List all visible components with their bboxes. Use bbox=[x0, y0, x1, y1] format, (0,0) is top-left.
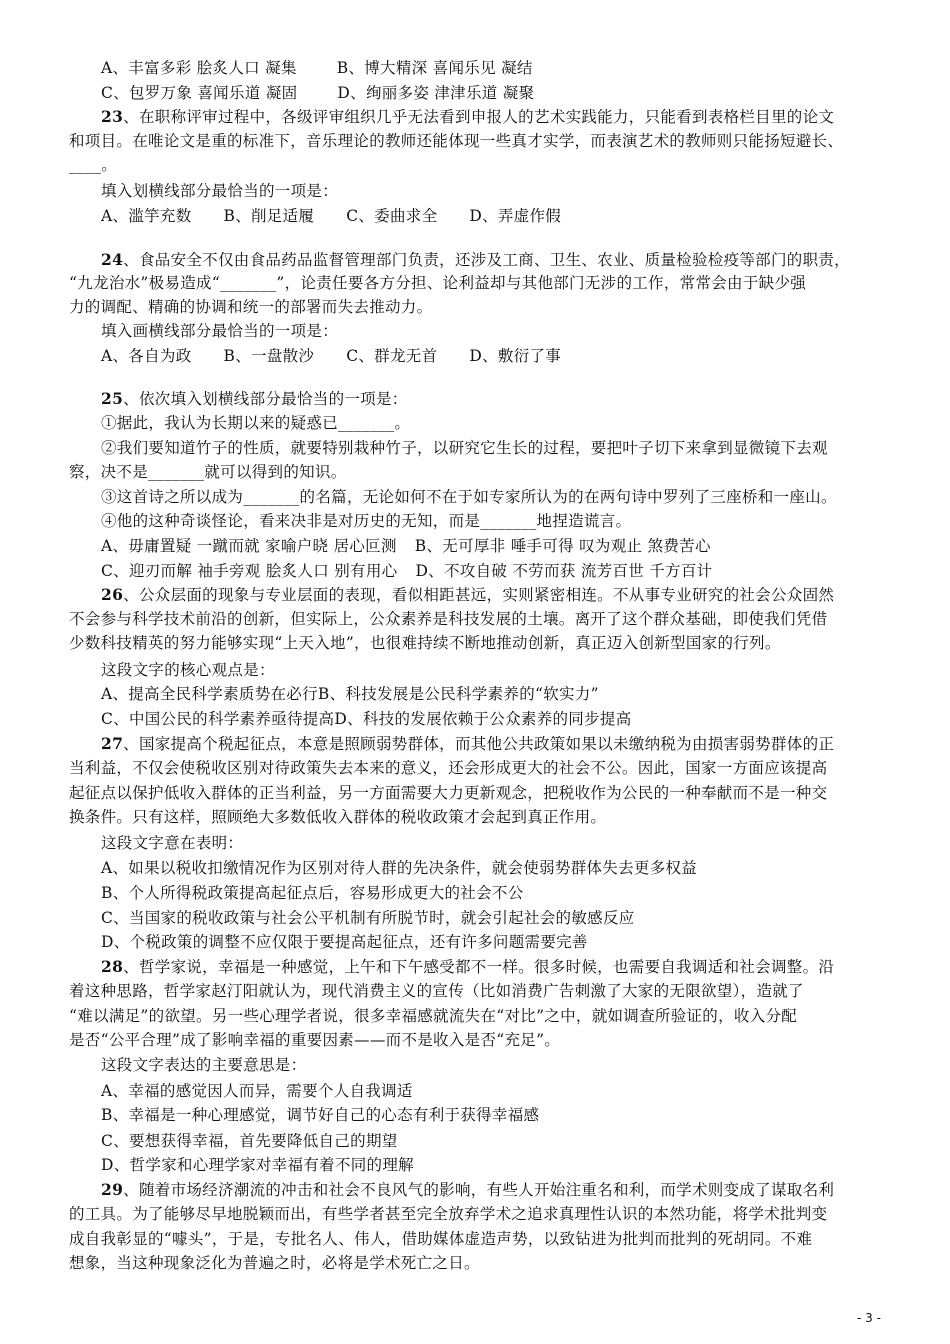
q23-option-b: B、削足适履 bbox=[223, 207, 315, 225]
q23-line-3: ____。 bbox=[69, 156, 118, 174]
q25-number: 25 bbox=[101, 389, 124, 408]
q24-option-b: B、一盘散沙 bbox=[223, 347, 315, 365]
q28-option-c: C、要想获得幸福，首先要降低自己的期望 bbox=[101, 1132, 398, 1150]
q24-options bbox=[101, 345, 561, 367]
q24-line-2: “九龙治水”极易造成“_______”，论责任要各方分担、论利益却与其他部门无涉的工作，常常会由于缺少强 bbox=[69, 274, 807, 292]
q29-number: 29 bbox=[101, 1180, 124, 1199]
q28-number: 28 bbox=[101, 957, 124, 976]
q27-line-2: 当利益，不仅会使税收区别对待政策失去本来的意义，还会形成更大的社会不公。因此，国家一方面应该提高 bbox=[69, 759, 828, 777]
q25-line-1: 25、依次填入划横线部分最恰当的一项是： bbox=[101, 389, 408, 408]
q25-sentence-2b: 察，决不是_______就可以得到的知识。 bbox=[69, 463, 347, 481]
q26-option-c: C、中国公民的科学素养亟待提高 bbox=[101, 710, 335, 728]
q27-option-c: C、当国家的税收政策与社会公平机制有所脱节时，就会引起社会的敏感反应 bbox=[101, 909, 635, 927]
q27-option-d: D、个税政策的调整不应仅限于要提高起征点，还有许多问题需要完善 bbox=[101, 933, 588, 951]
q23-prompt: 填入划横线部分最恰当的一项是： bbox=[101, 182, 339, 200]
q28-line-2: 着这种思路，哲学家赵汀阳就认为，现代消费主义的宣传（比如消费广告刺激了大家的无限欲望），造就了 bbox=[69, 982, 804, 1000]
q27-line-4: 换条件。只有这样，照顾绝大多数低收入群体的税收政策才会起到真正作用。 bbox=[69, 808, 607, 826]
q28-option-a: A、幸福的感觉因人而异，需要个人自我调适 bbox=[101, 1082, 413, 1100]
q26-line-2: 不会参与科学技术前沿的创新，但实际上，公众素养是科技发展的土壤。离开了这个群众基础，即使我们凭借 bbox=[69, 610, 828, 628]
q24-line-3: 力的调配、精确的协调和统一的部署而失去推动力。 bbox=[69, 298, 433, 316]
q25-sentence-1: ①据此，我认为长期以来的疑惑已_______。 bbox=[101, 414, 411, 432]
q22-option-a: A、丰富多彩 脍炙人口 凝集 bbox=[101, 59, 297, 77]
q27-option-a: A、如果以税收扣缴情况作为区别对待人群的先决条件，就会使弱势群体失去更多权益 bbox=[101, 859, 698, 877]
q23-number: 23 bbox=[101, 107, 124, 126]
q25-options-row1 bbox=[101, 535, 711, 557]
q25-option-b: B、无可厚非 唾手可得 叹为观止 煞费苦心 bbox=[414, 537, 711, 555]
q24-prompt: 填入画横线部分最恰当的一项是： bbox=[101, 322, 339, 340]
q25-sentence-2a: ②我们要知道竹子的性质，就要特别栽种竹子，以研究它生长的过程，要把叶子切下来拿到显微镜下去观 bbox=[101, 439, 828, 457]
q24-option-c: C、群龙无首 bbox=[346, 347, 438, 365]
q22-option-d: D、绚丽多姿 津津乐道 凝聚 bbox=[337, 84, 535, 102]
q27-number: 27 bbox=[101, 734, 124, 753]
q27-line-3: 起征点以保护低收入群体的正当利益，另一方面需要大力更新观念，把税收作为公民的一种奉献而不是一种交 bbox=[69, 784, 828, 802]
q23-line-1: 23、在职称评审过程中，各级评审组织几乎无法看到申报人的艺术实践能力，只能看到表格栏目里的论文 bbox=[101, 107, 835, 126]
q25-options-row2 bbox=[101, 560, 712, 582]
q27-option-b: B、个人所得税政策提高起征点后，容易形成更大的社会不公 bbox=[101, 884, 524, 902]
q24-option-a: A、各自为政 bbox=[101, 347, 192, 365]
q22-option-b: B、博大精深 喜闻乐见 凝结 bbox=[336, 59, 533, 77]
page-number: - 3 - bbox=[857, 1311, 881, 1325]
q29-line-3: 成自我彰显的“噱头”，于是，专批名人、伟人，借助媒体虚造声势，以致钻进为批判而批判的死胡同。不难 bbox=[69, 1230, 813, 1248]
q28-prompt: 这段文字表达的主要意思是： bbox=[101, 1056, 307, 1074]
q28-line-3: “难以满足”的欲望。另一些心理学者说，很多幸福感就流失在“对比”之中，就如调查所验证的，收入分配 bbox=[69, 1007, 798, 1025]
q26-number: 26 bbox=[101, 585, 124, 604]
q23-option-d: D、弄虚作假 bbox=[469, 207, 562, 225]
q25-option-d: D、不攻自破 不劳而获 流芳百世 千方百计 bbox=[415, 562, 713, 580]
q25-option-a: A、毋庸置疑 一蹴而就 家喻户晓 居心叵测 bbox=[101, 537, 397, 555]
q28-option-b: B、幸福是一种心理感觉，调节好自己的心态有利于获得幸福感 bbox=[101, 1106, 540, 1124]
q26-options-row2 bbox=[101, 708, 632, 730]
q22-options-row2 bbox=[101, 82, 534, 104]
q28-option-d: D、哲学家和心理学家对幸福有着不同的理解 bbox=[101, 1156, 414, 1174]
q27-prompt: 这段文字意在表明： bbox=[101, 834, 244, 852]
q29-line-4: 想象，当这种现象泛化为普遍之时，必将是学术死亡之日。 bbox=[69, 1254, 480, 1272]
q25-sentence-4: ④他的这种奇谈怪论，看来决非是对历史的无知，而是_______地捏造谎言。 bbox=[101, 512, 632, 530]
q23-line-2: 和项目。在唯论文是重的标准下，音乐理论的教师还能体现一些真才实学，而表演艺术的教师则只能扬短避长、 bbox=[69, 132, 844, 150]
q25-sentence-3: ③这首诗之所以成为_______的名篇，无论如何不在于如专家所认为的在两句诗中罗列了三座桥和一座山。 bbox=[101, 488, 837, 506]
q25-option-c: C、迎刃而解 袖手旁观 脍炙人口 别有用心 bbox=[101, 562, 398, 580]
q24-option-d: D、敷衍了事 bbox=[469, 347, 562, 365]
q24-number: 24 bbox=[101, 250, 124, 269]
q23-option-a: A、滥竽充数 bbox=[101, 207, 192, 225]
q29-line-1: 29、随着市场经济潮流的冲击和社会不良风气的影响，有些人开始注重名和利，而学术则变成了谋取名利 bbox=[101, 1180, 835, 1199]
q22-option-c: C、包罗万象 喜闻乐道 凝固 bbox=[101, 84, 298, 102]
q29-line-2: 的工具。为了能够尽早地脱颖而出，有些学者甚至完全放弃学术之追求真理性认识的本然功能，将学术批判变 bbox=[69, 1205, 828, 1223]
q26-options-row1 bbox=[101, 683, 599, 705]
q26-line-3: 少数科技精英的努力能够实现“上天入地”，也很难持续不断地推动创新，真正迈入创新型国家的行列。 bbox=[69, 634, 781, 652]
q27-line-1: 27、国家提高个税起征点，本意是照顾弱势群体，而其他公共政策如果以未缴纳税为由损害弱势群体的正 bbox=[101, 734, 835, 753]
q23-option-c: C、委曲求全 bbox=[346, 207, 438, 225]
q24-line-1: 24、食品安全不仅由食品药品监督管理部门负责，还涉及工商、卫生、农业、质量检验检疫等部门的职责， bbox=[101, 250, 850, 269]
q26-option-a: A、提高全民科学素质势在必行 bbox=[101, 685, 318, 703]
q26-prompt: 这段文字的核心观点是： bbox=[101, 661, 275, 679]
q28-line-1: 28、哲学家说，幸福是一种感觉，上午和下午感受都不一样。很多时候，也需要自我调适和社会调整。沿 bbox=[101, 957, 835, 976]
q26-option-d: D、科技的发展依赖于公众素养的同步提高 bbox=[334, 710, 632, 728]
q26-line-1: 26、公众层面的现象与专业层面的表现，看似相距甚远，实则紧密相连。不从事专业研究的社会公众固然 bbox=[101, 585, 835, 604]
q28-line-4: 是否“公平合理”成了影响幸福的重要因素——而不是收入是否“充足”。 bbox=[69, 1031, 561, 1049]
q23-options bbox=[101, 205, 561, 227]
q22-options-row1 bbox=[101, 57, 533, 79]
q26-option-b: B、科技发展是公民科学素养的“软实力” bbox=[317, 685, 599, 703]
